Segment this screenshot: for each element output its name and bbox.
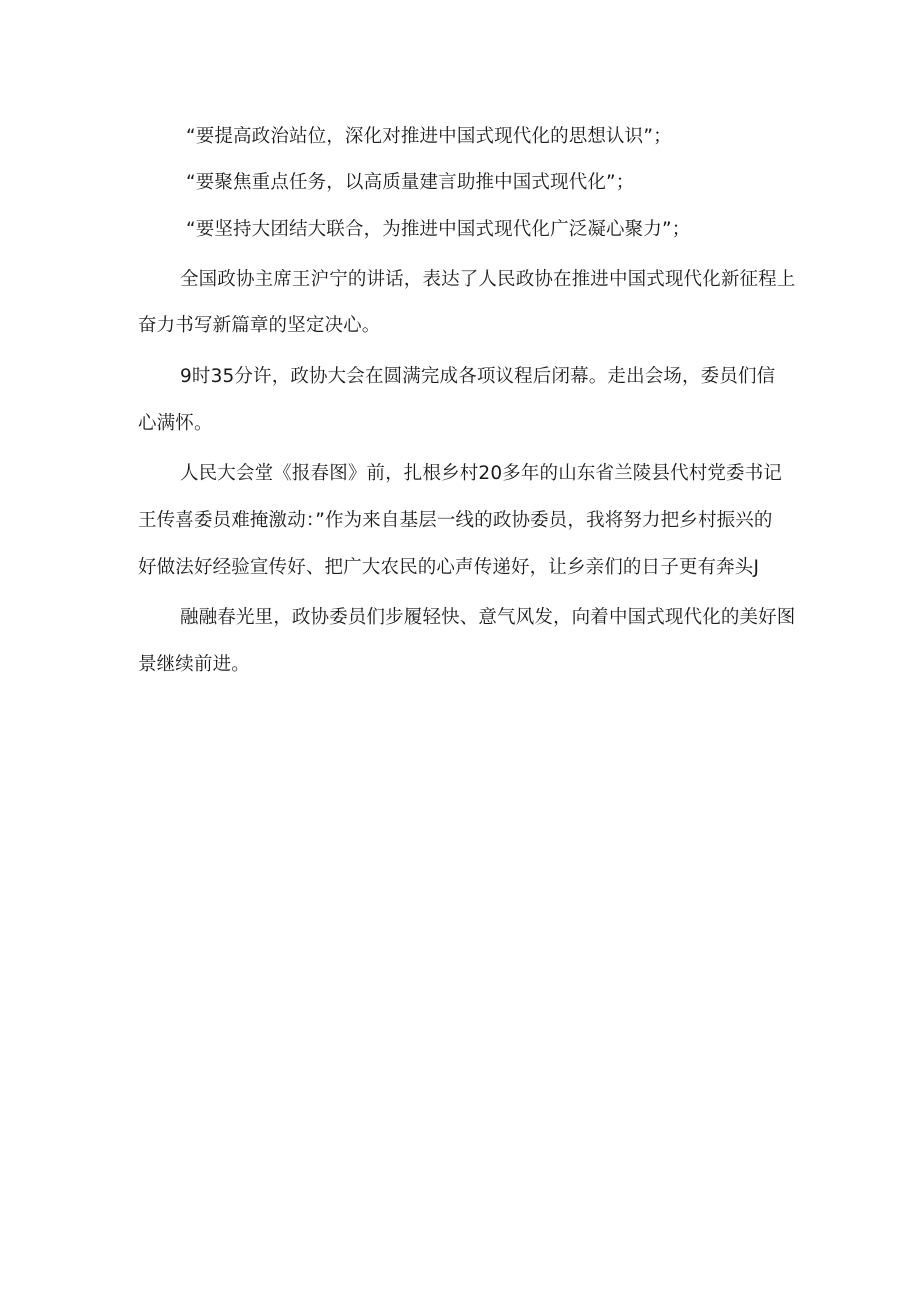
speech-paragraph-line-2: 奋力书写新篇章的坚定决心。 — [138, 315, 381, 336]
closing-paragraph-line-1: 9时35分许，政协大会在圆满完成各项议程后闭幕。走出会场，委员们信 — [180, 366, 776, 387]
speech-paragraph-line-1: 全国政协主席王沪宁的讲话，表达了人民政协在推进中国式现代化新征程上 — [180, 269, 796, 290]
member-paragraph-line-1: 人民大会堂《报春图》前，扎根乡村20多年的山东省兰陵县代村党委书记 — [180, 463, 782, 484]
spring-paragraph-line-2: 景继续前进。 — [138, 654, 250, 675]
member-paragraph-line-2: 王传喜委员难掩激动：”作为来自基层一线的政协委员，我将努力把乡村振兴的 — [138, 510, 773, 531]
closing-paragraph-line-2: 心满怀。 — [138, 413, 213, 434]
quote-line-political-stance: “要提高政治站位，深化对推进中国式现代化的思想认识”； — [186, 126, 672, 147]
member-paragraph-line-3: 好做法好经验宣传好、把广大农民的心声传递好，让乡亲们的日子更有奔头J — [138, 557, 760, 578]
quote-line-unity: “要坚持大团结大联合，为推进中国式现代化广泛凝心聚力”； — [186, 219, 691, 240]
quote-line-key-tasks: “要聚焦重点任务，以高质量建言助推中国式现代化”； — [186, 172, 635, 193]
spring-paragraph-line-1: 融融春光里，政协委员们步履轻快、意气风发，向着中国式现代化的美好图 — [180, 607, 796, 628]
